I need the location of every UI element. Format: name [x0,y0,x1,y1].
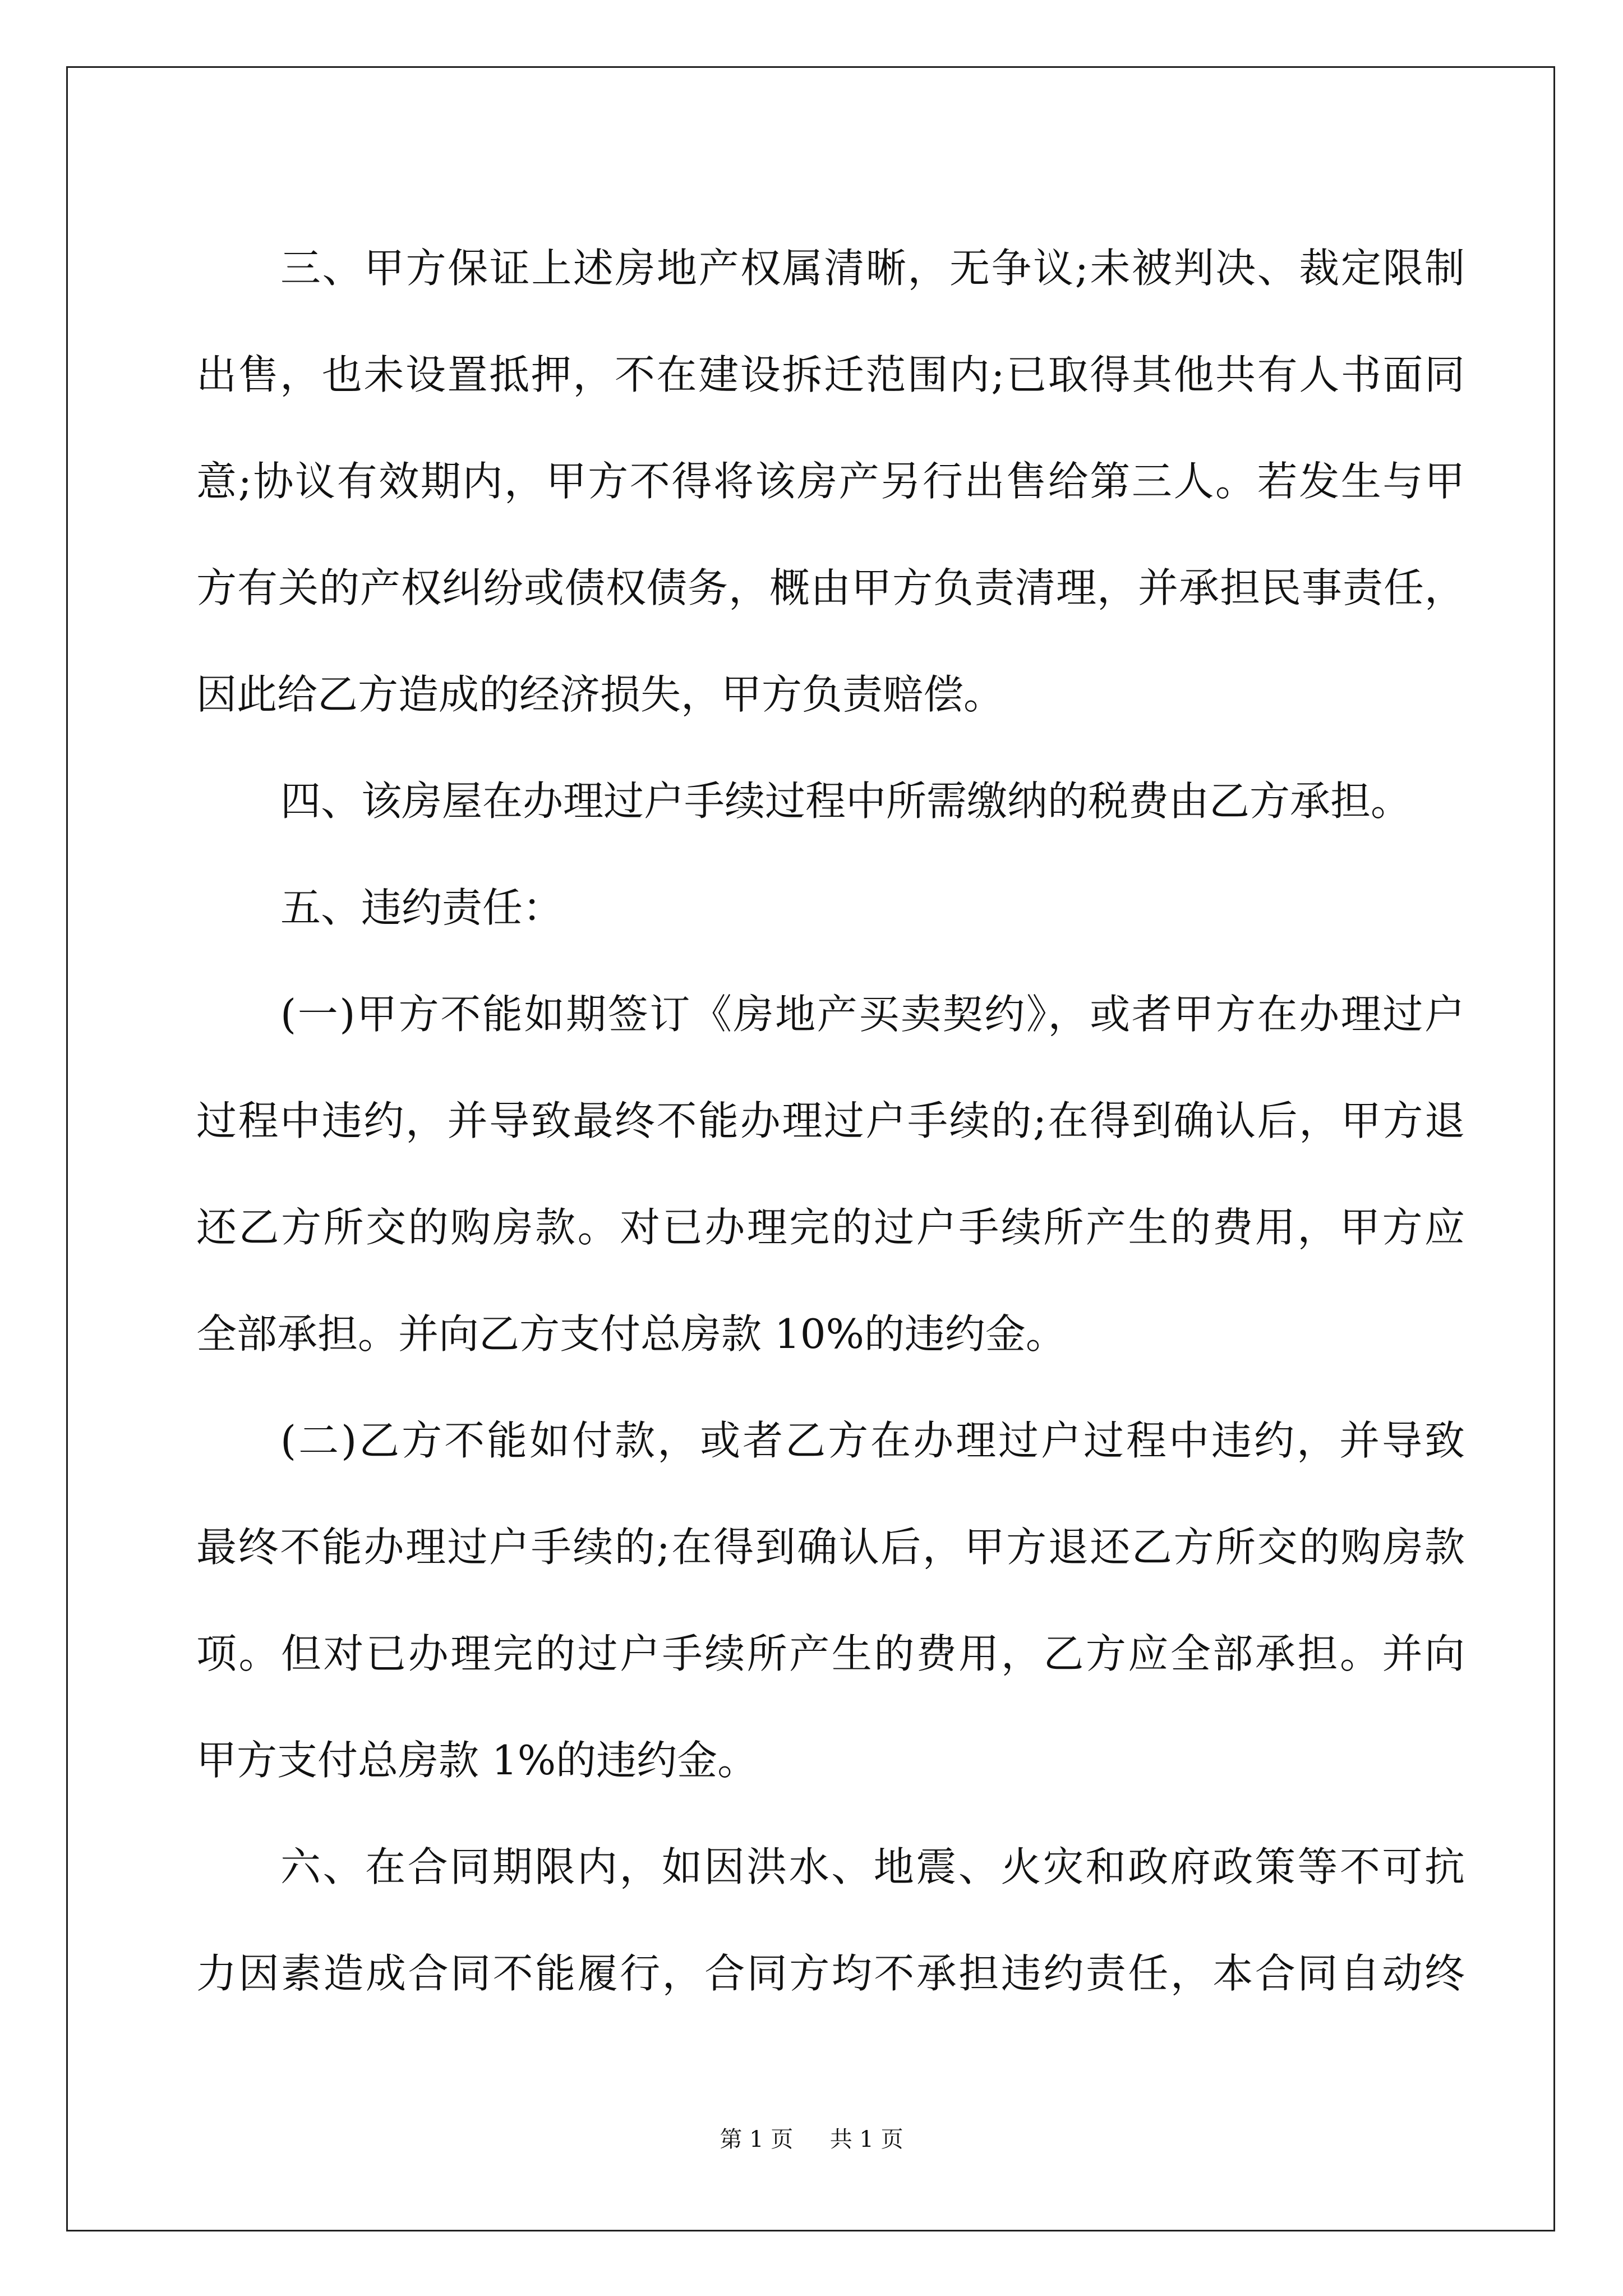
document-body [196,215,1465,2027]
clause-4 [196,748,1465,854]
text-line: 全部承担。并向乙方支付总房款 10%的违约金。 [196,1310,1066,1358]
text-line: 三、甲方保证上述房地产权属清晰，无争议;未被判决、裁定限制 [280,245,1465,292]
clause-3 [196,215,1465,748]
page-number: 第 1 页 [720,2127,794,2152]
text-line: 方有关的产权纠纷或债权债务，概由甲方负责清理，并承担民事责任， [196,564,1465,611]
text-line: 五、违约责任： [280,884,564,931]
text-line: 项。但对已办理完的过户手续所产生的费用，乙方应全部承担。并向 [196,1630,1465,1677]
clause-5-1 [196,961,1465,1387]
clause-6 [196,1814,1465,2027]
page-footer [0,2123,1623,2156]
text-line: 出售，也未设置抵押，不在建设拆迁范围内;已取得其他共有人书面同 [196,351,1465,398]
text-line: (二)乙方不能如付款，或者乙方在办理过户过程中违约，并导致 [280,1417,1465,1464]
text-line: 力因素造成合同不能履行，合同方均不承担违约责任，本合同自动终 [196,1950,1465,1997]
text-line: 四、该房屋在办理过户手续过程中所需缴纳的税费由乙方承担。 [280,777,1412,825]
text-line: 因此给乙方造成的经济损失，甲方负责赔偿。 [196,671,1004,718]
text-line: 六、在合同期限内，如因洪水、地震、火灾和政府政策等不可抗 [280,1843,1465,1890]
text-line: 过程中违约，并导致最终不能办理过户手续的;在得到确认后，甲方退 [196,1097,1465,1144]
text-line: 最终不能办理过户手续的;在得到确认后，甲方退还乙方所交的购房款 [196,1524,1465,1571]
clause-5-heading [196,854,1465,961]
text-line: 还乙方所交的购房款。对已办理完的过户手续所产生的费用，甲方应 [196,1204,1465,1251]
text-line: (一)甲方不能如期签订《房地产买卖契约》，或者甲方在办理过户 [280,991,1465,1038]
text-line: 意;协议有效期内，甲方不得将该房产另行出售给第三人。若发生与甲 [196,458,1465,505]
clause-5-2 [196,1387,1465,1814]
page-count: 共 1 页 [829,2127,903,2152]
text-line: 甲方支付总房款 1%的违约金。 [196,1737,758,1784]
